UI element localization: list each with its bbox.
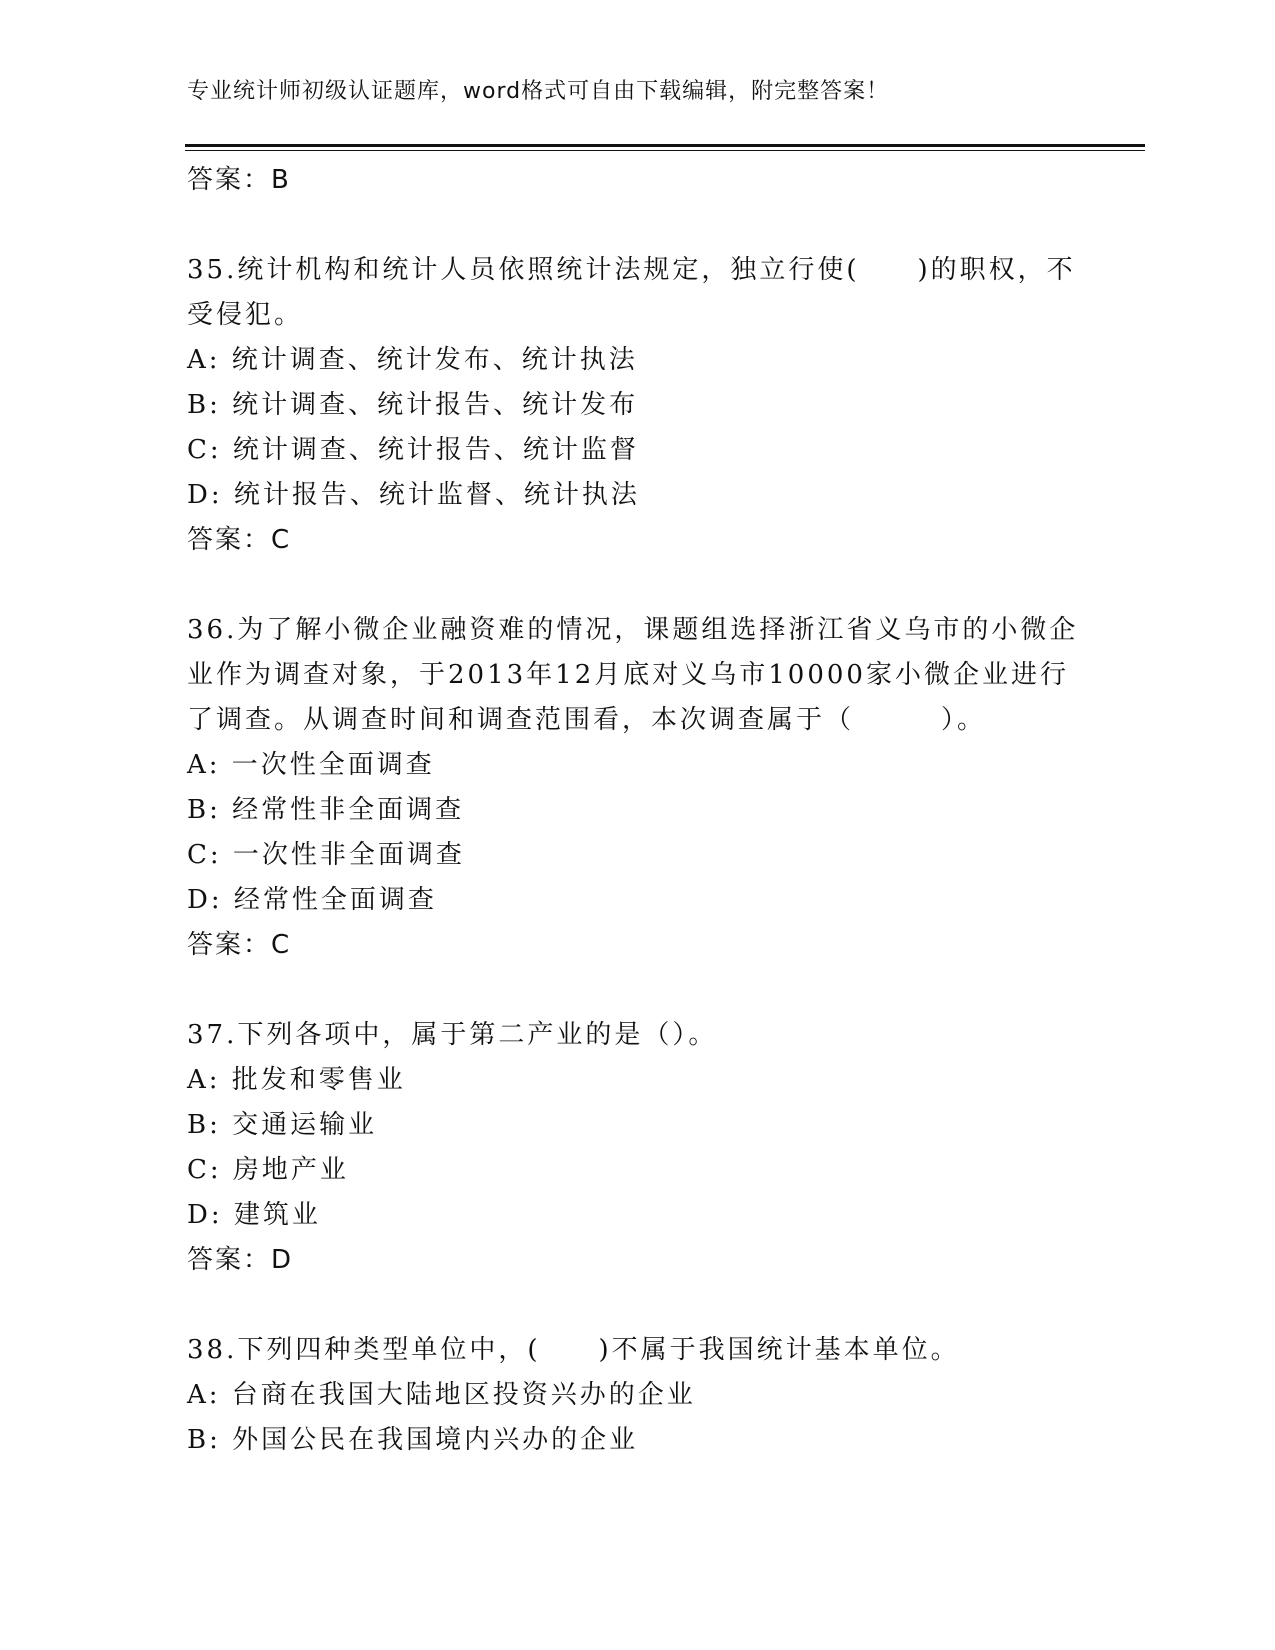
question-text: 37.下列各项中，属于第二产业的是（）。 (187, 1020, 718, 1050)
option-b: B: 外国公民在我国境内兴办的企业 (187, 1425, 639, 1455)
header-divider-thin (185, 150, 1145, 151)
page-header: 专业统计师初级认证题库，word格式可自由下载编辑，附完整答案！ (187, 79, 890, 104)
option-c: C: 房地产业 (187, 1155, 349, 1185)
option-d: D: 统计报告、统计监督、统计执法 (187, 480, 640, 510)
option-b: B: 经常性非全面调查 (187, 795, 465, 825)
option-d: D: 经常性全面调查 (187, 885, 437, 915)
option-d: D: 建筑业 (187, 1200, 321, 1230)
spacer (187, 203, 1087, 248)
question-36 (187, 608, 1087, 968)
option-b: B: 统计调查、统计报告、统计发布 (187, 390, 639, 420)
option-a: A: 台商在我国大陆地区投资兴办的企业 (187, 1380, 696, 1410)
option-a: A: 统计调查、统计发布、统计执法 (187, 345, 638, 375)
option-c: C: 统计调查、统计报告、统计监督 (187, 435, 639, 465)
question-text: 38.下列四种类型单位中，( )不属于我国统计基本单位。 (187, 1335, 960, 1365)
question-text: 受侵犯。 (187, 300, 304, 330)
question-text: 了调查。从调查时间和调查范围看，本次调查属于（ ）。 (187, 705, 987, 735)
question-text: 业作为调查对象，于2013年12月底对义乌市10000家小微企业进行 (187, 660, 1069, 690)
question-text: 36.为了解小微企业融资难的情况，课题组选择浙江省义乌市的小微企 (187, 615, 1079, 645)
answer-line: 答案：D (187, 1245, 294, 1275)
answer-line: 答案：B (187, 165, 291, 195)
spacer (187, 968, 1087, 1013)
question-text: 35.统计机构和统计人员依照统计法规定，独立行使( )的职权，不 (187, 255, 1076, 285)
question-35 (187, 248, 1087, 563)
header-divider (185, 144, 1145, 147)
option-a: A: 批发和零售业 (187, 1065, 406, 1095)
spacer (187, 1283, 1087, 1328)
option-a: A: 一次性全面调查 (187, 750, 435, 780)
document-body (187, 158, 1087, 1463)
spacer (187, 563, 1087, 608)
answer-line: 答案：C (187, 930, 292, 960)
option-c: C: 一次性非全面调查 (187, 840, 465, 870)
option-b: B: 交通运输业 (187, 1110, 378, 1140)
answer-line: 答案：C (187, 525, 292, 555)
question-37 (187, 1013, 1087, 1283)
question-38 (187, 1328, 1087, 1463)
